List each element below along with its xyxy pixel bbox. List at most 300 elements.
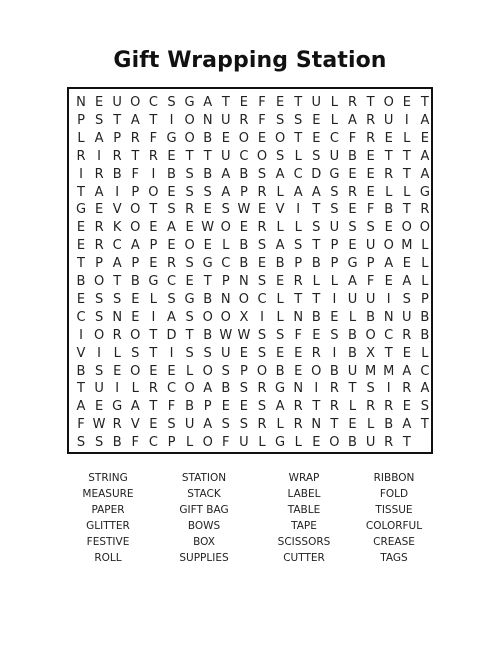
grid-letter: T bbox=[77, 184, 85, 200]
grid-letter: R bbox=[384, 166, 394, 182]
grid-letter: G bbox=[75, 202, 87, 218]
grid-letter: S bbox=[185, 166, 194, 182]
grid-letter: I bbox=[151, 166, 156, 182]
grid-letter: T bbox=[402, 148, 411, 164]
grid-letter: T bbox=[203, 274, 212, 289]
grid-letter: E bbox=[239, 345, 248, 361]
grid-letter: T bbox=[402, 166, 411, 182]
grid-letter: I bbox=[169, 345, 174, 361]
grid-letter: L bbox=[403, 130, 411, 146]
grid-letter: N bbox=[239, 274, 249, 289]
grid-letter: R bbox=[130, 130, 140, 146]
grid-letter: E bbox=[402, 399, 411, 415]
word-bank-item: GLITTER bbox=[86, 519, 130, 532]
grid-letter: W bbox=[237, 202, 251, 218]
grid-letter: L bbox=[366, 417, 375, 433]
word-bank-item: TISSUE bbox=[375, 503, 413, 516]
grid-letter: B bbox=[329, 363, 339, 379]
grid-letter: O bbox=[256, 148, 268, 164]
grid-letter: R bbox=[293, 274, 303, 289]
grid-letter: O bbox=[329, 435, 340, 451]
grid-letter: O bbox=[401, 220, 412, 236]
grid-letter: S bbox=[312, 220, 321, 236]
grid-letter: R bbox=[311, 345, 321, 361]
grid-letter: S bbox=[221, 363, 230, 379]
grid-letter: I bbox=[97, 345, 102, 361]
grid-letter: B bbox=[112, 435, 122, 451]
grid-letter: U bbox=[365, 435, 376, 451]
grid-letter: E bbox=[221, 399, 230, 415]
grid-letter: F bbox=[77, 417, 85, 433]
grid-letter: O bbox=[238, 130, 249, 146]
grid-letter: I bbox=[296, 202, 301, 218]
grid-letter: B bbox=[203, 130, 213, 146]
grid-letter: O bbox=[148, 184, 159, 200]
grid-letter: E bbox=[167, 148, 176, 164]
grid-letter: P bbox=[131, 184, 140, 200]
grid-letter: P bbox=[330, 256, 339, 272]
grid-letter: S bbox=[76, 435, 86, 451]
grid-letter: A bbox=[76, 399, 86, 415]
grid-letter: C bbox=[221, 256, 231, 272]
word-bank-item: SUPPLIES bbox=[179, 551, 229, 564]
grid-letter: B bbox=[384, 202, 394, 218]
grid-letter: E bbox=[348, 238, 357, 254]
grid-letter: C bbox=[166, 381, 177, 397]
grid-letter: A bbox=[275, 399, 285, 415]
grid-letter: P bbox=[221, 274, 230, 289]
grid-letter: B bbox=[239, 166, 249, 182]
grid-letter: L bbox=[385, 184, 393, 200]
grid-letter: A bbox=[130, 399, 140, 415]
grid-letter: P bbox=[77, 112, 85, 128]
grid-letter: B bbox=[185, 399, 195, 415]
grid-letter: T bbox=[384, 345, 393, 361]
grid-letter: A bbox=[384, 256, 394, 272]
grid-letter: N bbox=[76, 95, 86, 110]
grid-letter: S bbox=[275, 112, 285, 128]
grid-letter: T bbox=[185, 148, 194, 164]
grid-letter: M bbox=[401, 238, 413, 254]
grid-letter: V bbox=[112, 202, 122, 218]
grid-letter: T bbox=[221, 95, 230, 110]
word-bank-item: STRING bbox=[88, 472, 128, 484]
grid-letter: C bbox=[293, 166, 303, 182]
grid-letter: P bbox=[330, 238, 339, 254]
grid-letter: E bbox=[257, 202, 267, 218]
grid-letter: L bbox=[276, 220, 284, 236]
grid-letter: N bbox=[383, 309, 394, 325]
grid-letter: S bbox=[402, 291, 411, 307]
grid-letter: U bbox=[347, 291, 358, 307]
grid-letter: T bbox=[203, 148, 212, 164]
grid-letter: L bbox=[258, 435, 266, 451]
grid-letter: S bbox=[94, 435, 104, 451]
grid-letter: O bbox=[238, 291, 249, 307]
grid-letter: E bbox=[366, 148, 375, 164]
grid-letter: O bbox=[184, 130, 195, 146]
grid-letter: F bbox=[131, 166, 140, 182]
grid-letter: C bbox=[76, 309, 86, 325]
grid-letter: R bbox=[420, 202, 430, 218]
grid-letter: A bbox=[221, 184, 231, 200]
grid-letter: E bbox=[185, 220, 194, 236]
grid-letter: S bbox=[330, 202, 339, 218]
grid-letter: B bbox=[203, 291, 213, 307]
grid-letter: E bbox=[239, 399, 248, 415]
grid-letter: W bbox=[237, 327, 251, 343]
word-bank-item: CUTTER bbox=[283, 551, 325, 564]
grid-letter: E bbox=[402, 95, 411, 110]
grid-letter: E bbox=[366, 166, 375, 182]
grid-letter: E bbox=[167, 363, 176, 379]
grid-letter: C bbox=[420, 363, 430, 379]
grid-letter: T bbox=[113, 112, 122, 128]
grid-letter: R bbox=[257, 381, 267, 397]
grid-letter: B bbox=[112, 166, 122, 182]
grid-letter: P bbox=[420, 291, 429, 307]
grid-letter: B bbox=[348, 327, 357, 343]
grid-letter: S bbox=[239, 417, 249, 433]
grid-letter: B bbox=[203, 166, 213, 182]
grid-letter: T bbox=[113, 274, 122, 289]
grid-letter: R bbox=[148, 148, 158, 164]
grid-letter: L bbox=[348, 309, 357, 325]
grid-letter: E bbox=[149, 417, 158, 433]
grid-letter: S bbox=[167, 291, 176, 307]
grid-letter: N bbox=[311, 417, 322, 433]
grid-letter: O bbox=[220, 220, 231, 236]
grid-letter: L bbox=[131, 381, 139, 397]
word-bank-item: SCISSORS bbox=[277, 535, 331, 548]
grid-letter: W bbox=[92, 417, 106, 433]
grid-letter: S bbox=[167, 95, 176, 110]
grid-letter: O bbox=[93, 327, 105, 343]
grid-letter: S bbox=[185, 345, 194, 361]
grid-letter: X bbox=[239, 309, 249, 325]
grid-letter: G bbox=[184, 95, 195, 110]
word-bank-item: STATION bbox=[181, 472, 227, 484]
grid-letter: I bbox=[151, 309, 156, 325]
grid-letter: L bbox=[149, 291, 158, 307]
grid-letter: P bbox=[366, 256, 375, 272]
grid-letter: S bbox=[275, 148, 285, 164]
grid-letter: R bbox=[347, 95, 358, 110]
grid-letter: P bbox=[239, 363, 248, 379]
grid-letter: I bbox=[332, 345, 337, 361]
grid-letter: B bbox=[76, 363, 86, 379]
grid-letter: O bbox=[365, 327, 376, 343]
grid-letter: T bbox=[312, 291, 321, 307]
grid-letter: B bbox=[311, 256, 321, 272]
grid-letter: T bbox=[366, 95, 375, 110]
grid-letter: E bbox=[275, 95, 285, 110]
grid-letter: S bbox=[131, 345, 140, 361]
grid-letter: B bbox=[203, 327, 213, 343]
grid-letter: E bbox=[203, 238, 212, 254]
grid-letter: F bbox=[167, 399, 176, 415]
grid-letter: N bbox=[293, 309, 304, 325]
grid-letter: T bbox=[149, 112, 158, 128]
grid-letter: U bbox=[221, 148, 231, 164]
grid-letter: E bbox=[221, 130, 230, 146]
grid-letter: U bbox=[365, 238, 376, 254]
grid-letter: B bbox=[366, 309, 376, 325]
grid-letter: T bbox=[384, 148, 393, 164]
grid-letter: E bbox=[76, 291, 86, 307]
grid-letter: L bbox=[222, 238, 230, 254]
grid-letter: P bbox=[294, 256, 303, 272]
word-bank-item: PAPER bbox=[91, 503, 125, 516]
grid-letter: S bbox=[113, 291, 122, 307]
grid-letter: O bbox=[130, 202, 141, 218]
grid-letter: L bbox=[330, 274, 339, 289]
grid-letter: L bbox=[421, 345, 429, 361]
grid-letter: W bbox=[201, 220, 215, 236]
word-bank-item: TABLE bbox=[287, 503, 321, 516]
grid-letter: E bbox=[113, 363, 122, 379]
grid-letter: T bbox=[402, 202, 411, 218]
grid-letter: S bbox=[275, 327, 285, 343]
grid-letter: R bbox=[257, 220, 267, 236]
grid-letter: C bbox=[384, 327, 394, 343]
grid-letter: K bbox=[112, 220, 122, 236]
grid-letter: R bbox=[347, 184, 358, 200]
grid-letter: S bbox=[348, 220, 357, 236]
grid-letter: S bbox=[420, 399, 430, 415]
grid-letter: R bbox=[293, 399, 303, 415]
grid-letter: A bbox=[130, 238, 140, 254]
grid-letter: E bbox=[94, 399, 104, 415]
grid-letter: E bbox=[149, 363, 158, 379]
grid-letter: R bbox=[293, 417, 303, 433]
grid-letter: S bbox=[185, 184, 194, 200]
grid-letter: P bbox=[113, 130, 122, 146]
grid-letter: R bbox=[329, 381, 339, 397]
grid-letter: O bbox=[130, 363, 141, 379]
grid-letter: U bbox=[94, 381, 104, 397]
grid-letter: S bbox=[294, 238, 303, 254]
grid-letter: S bbox=[257, 399, 267, 415]
grid-letter: A bbox=[203, 417, 213, 433]
grid-letter: E bbox=[402, 345, 411, 361]
grid-letter: R bbox=[402, 327, 412, 343]
grid-letter: F bbox=[258, 112, 266, 128]
grid-letter: O bbox=[274, 130, 286, 146]
grid-letter: I bbox=[404, 112, 409, 128]
grid-letter: D bbox=[166, 327, 177, 343]
grid-letter: C bbox=[329, 130, 339, 146]
grid-letter: L bbox=[330, 95, 339, 110]
grid-letter: T bbox=[149, 399, 158, 415]
grid-letter: C bbox=[239, 148, 249, 164]
grid-letter: T bbox=[348, 381, 357, 397]
word-bank-item: FESTIVE bbox=[86, 535, 130, 548]
grid-letter: E bbox=[76, 238, 86, 254]
grid-letter: C bbox=[166, 274, 177, 289]
grid-letter: I bbox=[97, 148, 102, 164]
grid-letter: R bbox=[329, 399, 339, 415]
grid-letter: B bbox=[348, 435, 357, 451]
grid-letter: P bbox=[131, 256, 140, 272]
grid-letter: S bbox=[257, 274, 267, 289]
grid-letter: E bbox=[149, 256, 158, 272]
grid-letter: S bbox=[257, 238, 267, 254]
grid-letter: L bbox=[294, 435, 302, 451]
grid-letter: R bbox=[185, 202, 195, 218]
word-bank-item: GIFT BAG bbox=[179, 503, 229, 516]
grid-letter: F bbox=[258, 95, 266, 110]
grid-letter: T bbox=[77, 381, 85, 397]
grid-letter: R bbox=[402, 381, 412, 397]
grid-letter: R bbox=[366, 130, 376, 146]
grid-letter: U bbox=[383, 112, 394, 128]
grid-letter: E bbox=[312, 130, 321, 146]
grid-letter: F bbox=[366, 202, 375, 218]
grid-letter: C bbox=[148, 95, 158, 110]
grid-letter: O bbox=[93, 274, 105, 289]
grid-letter: T bbox=[77, 256, 85, 272]
grid-letter: O bbox=[383, 238, 394, 254]
grid-letter: X bbox=[366, 345, 376, 361]
grid-letter: P bbox=[149, 238, 158, 254]
grid-letter: E bbox=[384, 220, 393, 236]
grid-letter: L bbox=[403, 184, 411, 200]
grid-letter: R bbox=[76, 148, 86, 164]
grid-letter: T bbox=[294, 95, 303, 110]
grid-letter: E bbox=[294, 345, 303, 361]
grid-letter: R bbox=[257, 417, 267, 433]
grid-letter: A bbox=[293, 184, 303, 200]
grid-letter: L bbox=[348, 399, 357, 415]
grid-letter: T bbox=[420, 417, 429, 433]
grid-letter: I bbox=[314, 381, 319, 397]
grid-letter: R bbox=[112, 417, 122, 433]
grid-letter: V bbox=[130, 417, 140, 433]
grid-letter: A bbox=[167, 220, 176, 236]
grid-letter: E bbox=[131, 291, 140, 307]
grid-letter: U bbox=[112, 95, 122, 110]
grid-letter: E bbox=[384, 130, 393, 146]
grid-letter: E bbox=[185, 274, 194, 289]
grid-letter: S bbox=[239, 381, 249, 397]
grid-letter: B bbox=[311, 309, 321, 325]
word-bank-item: BOX bbox=[193, 535, 215, 548]
grid-letter: U bbox=[221, 112, 231, 128]
grid-letter: U bbox=[311, 95, 322, 110]
grid-letter: U bbox=[221, 345, 231, 361]
grid-letter: A bbox=[420, 112, 430, 128]
grid-letter: O bbox=[202, 363, 213, 379]
grid-letter: O bbox=[383, 95, 394, 110]
grid-letter: U bbox=[329, 220, 340, 236]
grid-letter: M bbox=[383, 363, 395, 379]
grid-letter: T bbox=[420, 95, 429, 110]
grid-letter: R bbox=[166, 256, 177, 272]
grid-letter: E bbox=[312, 112, 321, 128]
word-bank-item: LABEL bbox=[287, 487, 321, 500]
grid-letter: S bbox=[203, 345, 212, 361]
grid-letter: A bbox=[348, 274, 357, 289]
grid-letter: P bbox=[203, 399, 212, 415]
grid-letter: T bbox=[312, 399, 321, 415]
grid-letter: O bbox=[184, 381, 195, 397]
grid-letter: R bbox=[384, 399, 394, 415]
grid-letter: O bbox=[184, 112, 195, 128]
grid-letter: E bbox=[348, 417, 357, 433]
grid-letter: T bbox=[294, 291, 303, 307]
grid-letter: L bbox=[294, 148, 302, 164]
grid-letter: L bbox=[421, 238, 429, 254]
grid-letter: O bbox=[130, 220, 141, 236]
grid-letter: T bbox=[149, 202, 158, 218]
grid-letter: U bbox=[402, 309, 412, 325]
grid-letter: L bbox=[312, 274, 320, 289]
grid-row bbox=[69, 433, 431, 453]
grid-letter: R bbox=[112, 148, 122, 164]
grid-letter: E bbox=[348, 202, 357, 218]
grid-letter: E bbox=[366, 184, 375, 200]
grid-letter: E bbox=[294, 363, 303, 379]
grid-letter: S bbox=[94, 112, 104, 128]
grid-letter: V bbox=[76, 345, 86, 361]
grid-letter: I bbox=[115, 184, 120, 200]
word-bank-item: STACK bbox=[187, 487, 221, 500]
word-bank bbox=[60, 470, 452, 570]
word-bank-item: FOLD bbox=[379, 487, 409, 500]
grid-letter: P bbox=[167, 435, 176, 451]
grid-letter: G bbox=[148, 274, 159, 289]
grid-letter: L bbox=[185, 435, 194, 451]
grid-letter: L bbox=[294, 220, 302, 236]
grid-letter: E bbox=[257, 130, 267, 146]
word-bank-item: RIBBON bbox=[373, 472, 415, 484]
grid-letter: O bbox=[256, 363, 268, 379]
grid-letter: A bbox=[203, 381, 213, 397]
grid-letter: S bbox=[185, 309, 194, 325]
grid-letter: R bbox=[94, 220, 104, 236]
grid-letter: R bbox=[94, 238, 104, 254]
puzzle-title: Gift Wrapping Station bbox=[113, 48, 387, 73]
grid-letter: L bbox=[276, 291, 284, 307]
grid-letter: T bbox=[312, 238, 321, 254]
grid-letter: E bbox=[312, 435, 321, 451]
grid-letter: S bbox=[94, 363, 104, 379]
grid-letter: B bbox=[420, 309, 430, 325]
grid-letter: T bbox=[149, 345, 158, 361]
grid-letter: S bbox=[257, 327, 267, 343]
grid-letter: E bbox=[76, 220, 86, 236]
grid-letter: R bbox=[112, 327, 122, 343]
grid-letter: B bbox=[167, 166, 176, 182]
grid-letter: G bbox=[112, 399, 123, 415]
grid-letter: E bbox=[257, 256, 267, 272]
word-bank-item: COLORFUL bbox=[365, 519, 423, 532]
grid-letter: E bbox=[239, 95, 248, 110]
grid-letter: F bbox=[366, 274, 375, 289]
grid-letter: A bbox=[94, 130, 104, 146]
grid-letter: R bbox=[239, 112, 249, 128]
grid-letter: N bbox=[293, 381, 304, 397]
grid-letter: L bbox=[276, 184, 284, 200]
grid-letter: I bbox=[79, 166, 83, 182]
word-bank-item: WRAP bbox=[288, 472, 320, 484]
grid-letter: A bbox=[402, 274, 412, 289]
grid-letter: R bbox=[366, 399, 376, 415]
grid-letter: O bbox=[130, 95, 141, 110]
grid-letter: B bbox=[221, 381, 231, 397]
grid-letter: A bbox=[112, 256, 122, 272]
